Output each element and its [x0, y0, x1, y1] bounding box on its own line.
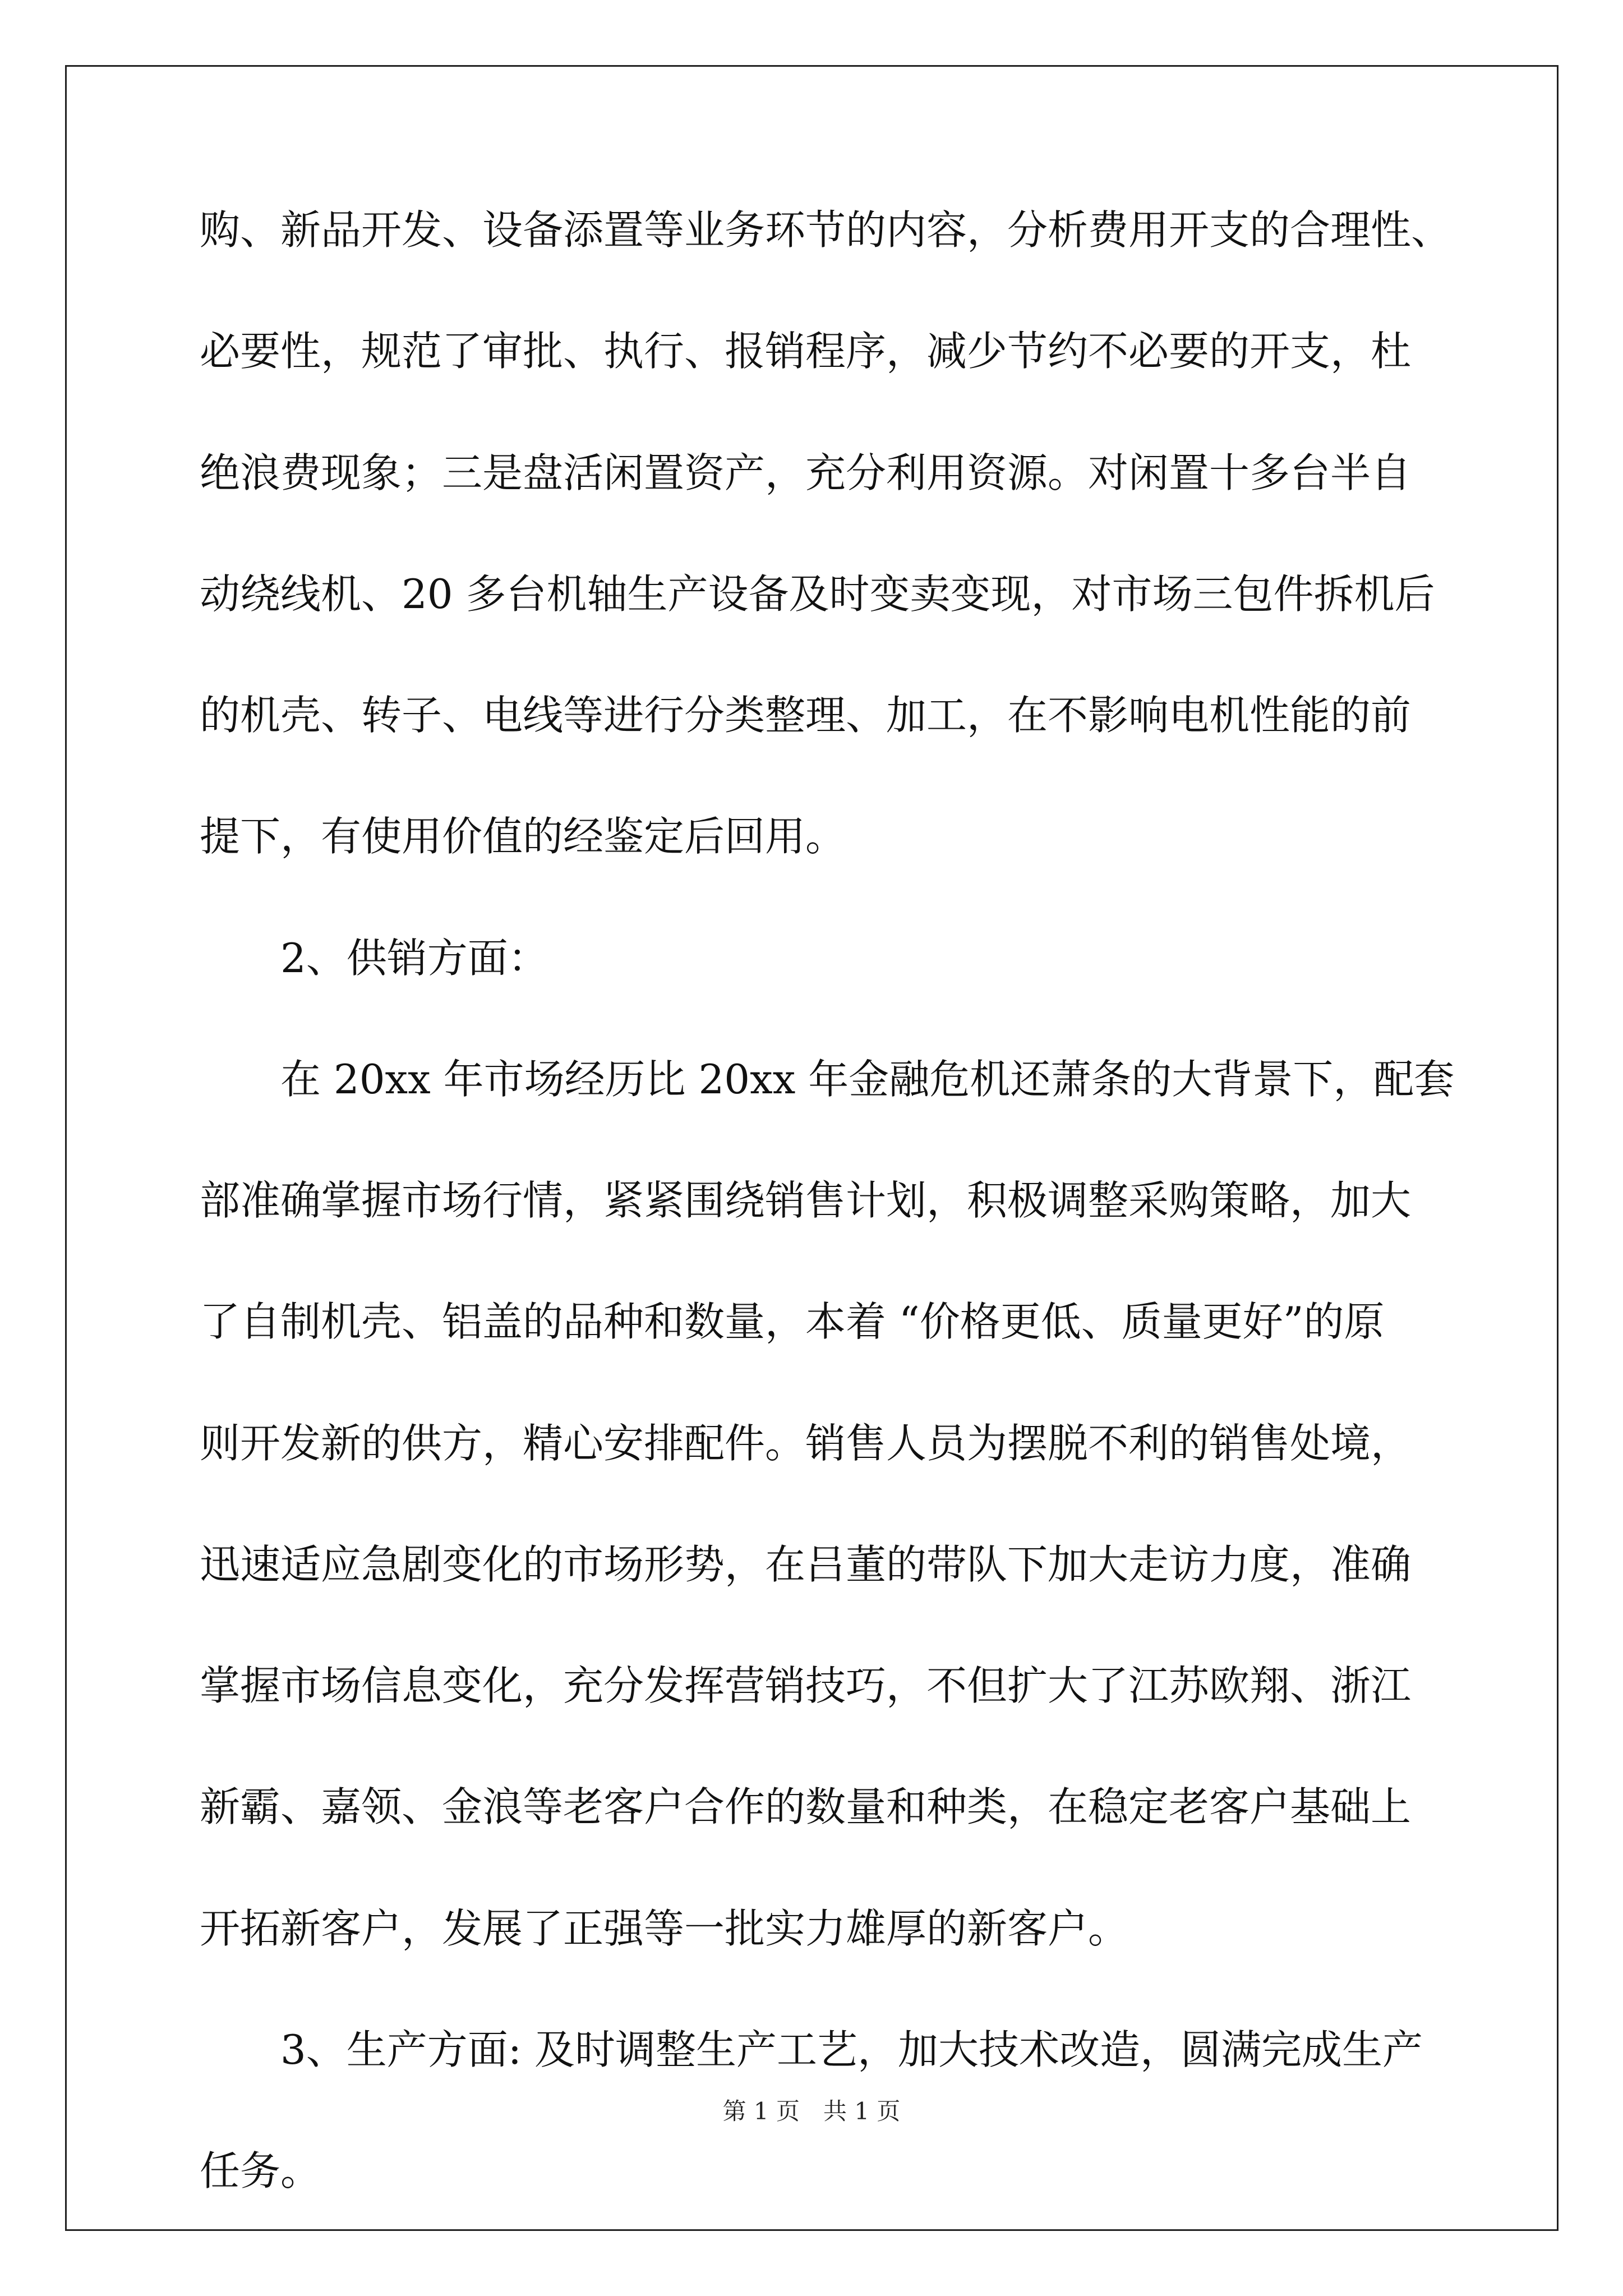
- text-line: 新霸、嘉领、金浪等老客户合作的数量和种类，在稳定老客户基础上: [200, 1783, 1412, 1830]
- text-line: 任务。: [200, 2147, 321, 2194]
- section-heading: 3、生产方面: 及时调整生产工艺，加大技术改造，圆满完成生产: [280, 2026, 1423, 2073]
- text-line: 的机壳、转子、电线等进行分类整理、加工，在不影响电机性能的前: [200, 692, 1412, 739]
- text-line: 必要性，规范了审批、执行、报销程序，减少节约不必要的开支，杜: [200, 328, 1412, 375]
- text-line: 部准确掌握市场行情，紧紧围绕销售计划，积极调整采购策略，加大: [200, 1177, 1412, 1224]
- text-line: 了自制机壳、铝盖的品种和数量，本着 “价格更低、质量更好”的原: [200, 1298, 1385, 1345]
- page-footer: 第 1 页 共 1 页: [722, 2097, 901, 2125]
- text-line: 动绕线机、20 多台机轴生产设备及时变卖变现，对市场三包件拆机后: [200, 570, 1435, 618]
- text-line: 绝浪费现象；三是盘活闲置资产，充分利用资源。对闲置十多台半自: [200, 449, 1412, 496]
- text-line: 提下，有使用价值的经鉴定后回用。: [200, 813, 846, 860]
- text-line: 则开发新的供方，精心安排配件。销售人员为摆脱不利的销售处境，: [200, 1420, 1412, 1467]
- section-heading: 2、供销方面：: [280, 935, 548, 982]
- text-line: 迅速适应急剧变化的市场形势，在吕董的带队下加大走访力度，准确: [200, 1541, 1412, 1588]
- text-line: 掌握市场信息变化，充分发挥营销技巧，不但扩大了江苏欧翔、浙江: [200, 1662, 1412, 1709]
- text-line: 开拓新客户，发展了正强等一批实力雄厚的新客户。: [200, 1905, 1129, 1952]
- text-line: 购、新品开发、设备添置等业务环节的内容，分析费用开支的合理性、: [200, 206, 1452, 254]
- text-line: 在 20xx 年市场经历比 20xx 年金融危机还萧条的大背景下，配套: [280, 1056, 1455, 1103]
